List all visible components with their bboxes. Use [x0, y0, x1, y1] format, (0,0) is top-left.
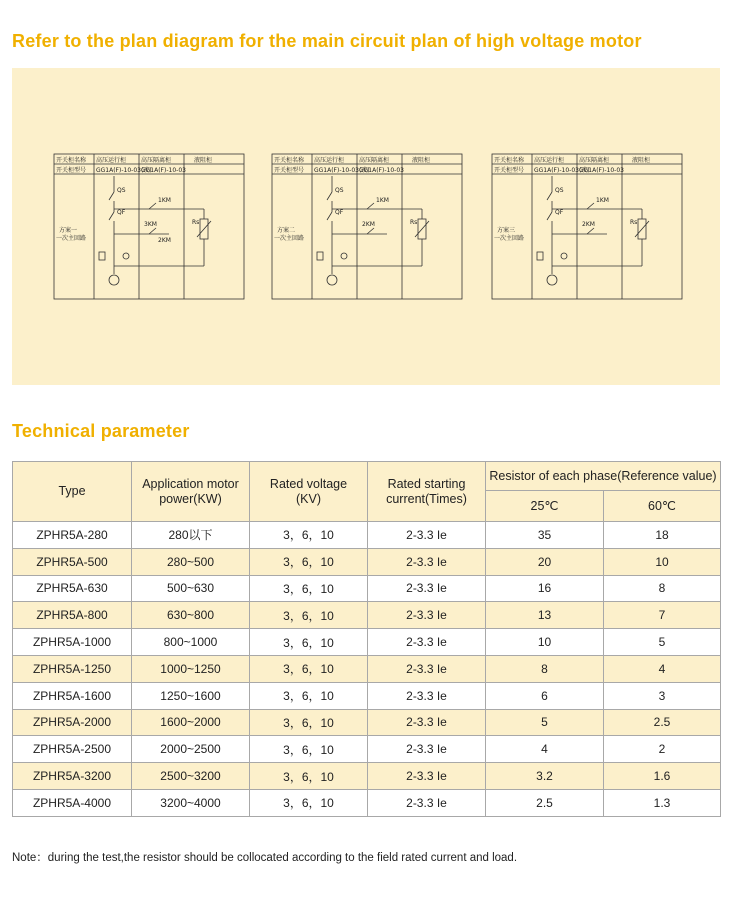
component-label: 1KM	[596, 197, 609, 204]
cell-r25: 8	[486, 655, 604, 682]
cell-power: 280~500	[132, 548, 250, 575]
technical-parameter-table	[12, 461, 721, 817]
scheme-header-cell: GG1A(F)-10-03(改)	[534, 167, 590, 174]
component-label: 1KM	[376, 197, 389, 204]
cell-voltage: 3，6，10	[250, 575, 368, 602]
cell-type: ZPHR5A-1000	[13, 629, 132, 656]
cell-current: 2-3.3 Ie	[368, 629, 486, 656]
table-row	[13, 602, 721, 629]
component-label: Rs	[192, 219, 200, 226]
scheme-label: 方案三	[497, 227, 516, 234]
section-title-circuit-plan: Refer to the plan diagram for the main circuit plan of high voltage motor	[12, 31, 642, 51]
scheme-header-cell: GG1A(F)-10-03	[141, 167, 186, 174]
scheme-header-cell: GG1A(F)-10-03	[359, 167, 404, 174]
circuit-diagram-panel	[12, 68, 720, 385]
scheme-header-cell: 高压运行柜	[314, 157, 345, 164]
scheme-header-cell: 高压隔离柜	[141, 157, 172, 164]
table-row	[13, 522, 721, 549]
table-row	[13, 736, 721, 763]
technical-parameter-table-wrapper	[12, 461, 720, 817]
component-label: Rs	[630, 219, 638, 226]
scheme-header-cell: GG1A(F)-10-03	[579, 167, 624, 174]
cell-current: 2-3.3 Ie	[368, 548, 486, 575]
table-row	[13, 655, 721, 682]
cell-r60: 7	[604, 602, 721, 629]
cell-type: ZPHR5A-2500	[13, 736, 132, 763]
header-type: Type	[13, 462, 132, 522]
cell-r25: 6	[486, 682, 604, 709]
scheme-header-cell: 高压运行柜	[96, 157, 127, 164]
cell-type: ZPHR5A-500	[13, 548, 132, 575]
cell-r60: 4	[604, 655, 721, 682]
cell-type: ZPHR5A-630	[13, 575, 132, 602]
cell-r25: 2.5	[486, 789, 604, 816]
cell-r25: 20	[486, 548, 604, 575]
cell-r60: 1.3	[604, 789, 721, 816]
scheme-header-cell: 高压运行柜	[534, 157, 565, 164]
component-label: QF	[117, 209, 126, 216]
table-row	[13, 709, 721, 736]
cell-power: 1000~1250	[132, 655, 250, 682]
table-row	[13, 575, 721, 602]
header-voltage-line1: Rated voltage	[269, 476, 348, 491]
component-label: QS	[117, 187, 126, 194]
scheme-header-cell: 开关柜型号	[56, 167, 87, 174]
component-label: 3KM	[144, 221, 157, 228]
scheme-label: 方案一	[59, 227, 78, 234]
component-label: Rs	[410, 219, 418, 226]
cell-type: ZPHR5A-1600	[13, 682, 132, 709]
header-current	[368, 462, 486, 522]
cell-voltage: 3，6，10	[250, 763, 368, 790]
circuit-schematics	[12, 68, 720, 385]
component-label: 2KM	[158, 237, 171, 244]
cell-current: 2-3.3 Ie	[368, 575, 486, 602]
component-label: QS	[555, 187, 564, 194]
cell-voltage: 3，6，10	[250, 682, 368, 709]
cell-r60: 1.6	[604, 763, 721, 790]
component-label: QF	[555, 209, 564, 216]
scheme-header-cell: 液阻柜	[194, 157, 213, 164]
cell-r25: 16	[486, 575, 604, 602]
cell-voltage: 3，6，10	[250, 522, 368, 549]
cell-voltage: 3，6，10	[250, 736, 368, 763]
cell-r25: 10	[486, 629, 604, 656]
cell-current: 2-3.3 Ie	[368, 655, 486, 682]
cell-voltage: 3，6，10	[250, 655, 368, 682]
table-row	[13, 682, 721, 709]
scheme-header-cell: GG1A(F)-10-03(改)	[314, 167, 370, 174]
cell-power: 2000~2500	[132, 736, 250, 763]
cell-current: 2-3.3 Ie	[368, 602, 486, 629]
scheme-header-cell: 开关柜名称	[56, 157, 87, 164]
scheme-header-cell: 高压隔离柜	[359, 157, 390, 164]
header-current-line2: current(Times)	[386, 491, 467, 506]
cell-power: 500~630	[132, 575, 250, 602]
scheme-diagram-1	[54, 154, 244, 299]
scheme-header-cell: 开关柜名称	[494, 157, 525, 164]
cell-power: 1600~2000	[132, 709, 250, 736]
cell-r60: 3	[604, 682, 721, 709]
cell-type: ZPHR5A-800	[13, 602, 132, 629]
cell-r25: 4	[486, 736, 604, 763]
cell-current: 2-3.3 Ie	[368, 522, 486, 549]
cell-r60: 18	[604, 522, 721, 549]
cell-current: 2-3.3 Ie	[368, 682, 486, 709]
cell-current: 2-3.3 Ie	[368, 736, 486, 763]
cell-type: ZPHR5A-3200	[13, 763, 132, 790]
scheme-label: 一次主回路	[56, 235, 87, 242]
header-power	[132, 462, 250, 522]
table-row	[13, 548, 721, 575]
cell-type: ZPHR5A-280	[13, 522, 132, 549]
scheme-label: 一次主回路	[274, 235, 305, 242]
component-label: QF	[335, 209, 344, 216]
cell-type: ZPHR5A-2000	[13, 709, 132, 736]
scheme-header-cell: 开关柜名称	[274, 157, 305, 164]
scheme-header-cell: 液阻柜	[632, 157, 651, 164]
cell-current: 2-3.3 Ie	[368, 789, 486, 816]
cell-power: 2500~3200	[132, 763, 250, 790]
scheme-diagram-2	[272, 154, 462, 299]
cell-power: 630~800	[132, 602, 250, 629]
header-60c: 60℃	[604, 491, 721, 522]
cell-r60: 5	[604, 629, 721, 656]
test-note: Note：during the test,the resistor should be collocated according to the field rated current and load.	[12, 852, 518, 864]
header-resistor-group: Resistor of each phase(Reference value)	[486, 462, 721, 491]
scheme-label: 一次主回路	[494, 235, 525, 242]
cell-power: 3200~4000	[132, 789, 250, 816]
cell-voltage: 3，6，10	[250, 548, 368, 575]
header-power-line2: power(KW)	[159, 491, 222, 506]
table-body	[13, 522, 721, 817]
cell-power: 280以下	[132, 522, 250, 549]
component-label: QS	[335, 187, 344, 194]
cell-voltage: 3，6，10	[250, 602, 368, 629]
scheme-header-cell: 液阻柜	[412, 157, 431, 164]
cell-r25: 35	[486, 522, 604, 549]
cell-r25: 13	[486, 602, 604, 629]
cell-current: 2-3.3 Ie	[368, 709, 486, 736]
header-voltage	[250, 462, 368, 522]
cell-r60: 10	[604, 548, 721, 575]
table-row	[13, 763, 721, 790]
cell-r60: 2.5	[604, 709, 721, 736]
component-label: 1KM	[158, 197, 171, 204]
header-25c: 25℃	[486, 491, 604, 522]
cell-power: 800~1000	[132, 629, 250, 656]
component-label: 2KM	[582, 221, 595, 228]
scheme-header-cell: 开关柜型号	[494, 167, 525, 174]
section-title-technical-parameter: Technical parameter	[12, 421, 190, 441]
header-voltage-line2: (KV)	[296, 491, 321, 506]
cell-current: 2-3.3 Ie	[368, 763, 486, 790]
scheme-header-cell: 高压隔离柜	[579, 157, 610, 164]
scheme-diagram-3	[492, 154, 682, 299]
header-current-line1: Rated starting	[387, 476, 466, 491]
cell-voltage: 3，6，10	[250, 629, 368, 656]
cell-r25: 3.2	[486, 763, 604, 790]
cell-voltage: 3，6，10	[250, 789, 368, 816]
cell-r60: 8	[604, 575, 721, 602]
cell-type: ZPHR5A-4000	[13, 789, 132, 816]
scheme-header-cell: GG1A(F)-10-03(改)	[96, 167, 152, 174]
scheme-label: 方案二	[277, 227, 296, 234]
cell-voltage: 3，6，10	[250, 709, 368, 736]
component-label: 2KM	[362, 221, 375, 228]
header-power-line1: Application motor	[142, 476, 239, 491]
scheme-header-cell: 开关柜型号	[274, 167, 305, 174]
table-row	[13, 629, 721, 656]
cell-type: ZPHR5A-1250	[13, 655, 132, 682]
cell-r60: 2	[604, 736, 721, 763]
table-row	[13, 789, 721, 816]
cell-power: 1250~1600	[132, 682, 250, 709]
cell-r25: 5	[486, 709, 604, 736]
